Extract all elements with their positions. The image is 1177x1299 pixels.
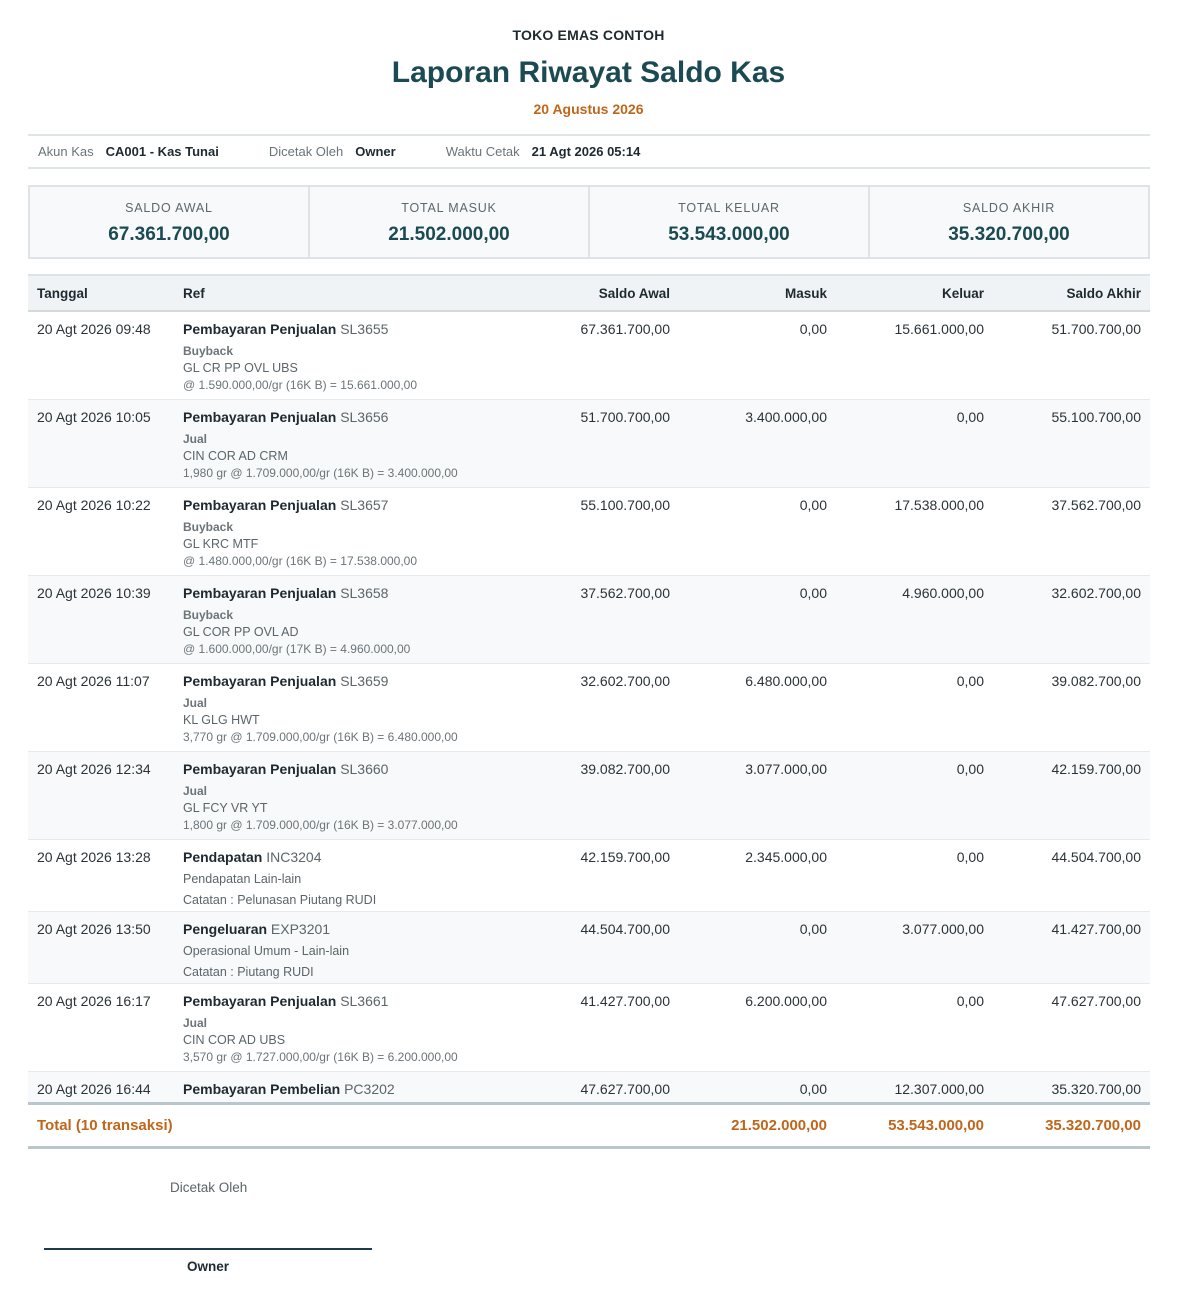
ref-code: SL3661 <box>340 992 389 1009</box>
cell-ref <box>174 575 514 663</box>
ref-kind: Jual <box>183 1015 208 1030</box>
table-header-row <box>28 275 1150 311</box>
cell-ref <box>174 983 514 1071</box>
table-row <box>28 311 1150 399</box>
ref-code: SL3659 <box>340 672 389 689</box>
cell-in: 2.345.000,00 <box>745 848 827 865</box>
meta-printed-by <box>269 144 396 159</box>
summary-value: 35.320.700,00 <box>948 224 1070 245</box>
cell-closing: 44.504.700,00 <box>1051 848 1141 865</box>
cell-closing: 51.700.700,00 <box>1051 321 1141 337</box>
cell-opening: 42.159.700,00 <box>580 848 670 865</box>
ref-type: Pembayaran Pembelian <box>183 1080 341 1097</box>
table-row <box>28 575 1150 663</box>
meta-account-value: CA001 - Kas Tunai <box>105 144 219 159</box>
report-title: Laporan Riwayat Saldo Kas <box>391 56 786 89</box>
cell-ref <box>174 1071 514 1103</box>
ref-type: Pembayaran Penjualan <box>183 672 337 689</box>
summary-cards <box>28 185 1150 259</box>
ref-kind: Buyback <box>183 607 234 622</box>
table-row <box>28 839 1150 911</box>
cell-opening: 67.361.700,00 <box>580 321 670 337</box>
ref-code: SL3655 <box>340 321 389 337</box>
cell-opening: 41.427.700,00 <box>580 992 670 1009</box>
meta-print-time-label: Waktu Cetak <box>445 144 520 159</box>
ref-item: GL KRC MTF <box>183 536 259 551</box>
cell-opening: 39.082.700,00 <box>580 760 670 777</box>
ref-code: INC3204 <box>266 848 322 865</box>
ref-type: Pembayaran Penjualan <box>183 992 337 1009</box>
cell-out: 0,00 <box>956 672 984 689</box>
cell-in: 3.077.000,00 <box>745 760 827 777</box>
cell-opening: 32.602.700,00 <box>580 672 670 689</box>
ref-kind: Buyback <box>183 519 234 534</box>
cell-opening: 44.504.700,00 <box>580 920 670 937</box>
ref-calc: @ 1.480.000,00/gr (16K B) = 17.538.000,00 <box>183 553 418 568</box>
ref-code: PC3202 <box>344 1080 395 1097</box>
cell-in: 0,00 <box>799 496 827 513</box>
ref-kind: Buyback <box>183 344 234 358</box>
ref-type: Pembayaran Penjualan <box>183 408 337 425</box>
cell-closing: 39.082.700,00 <box>1051 672 1141 689</box>
cell-ref <box>174 663 514 751</box>
cell-ref <box>174 311 514 399</box>
signature-label: Dicetak Oleh <box>170 1180 248 1195</box>
total-label: Total (10 transaksi) <box>28 1103 679 1147</box>
ref-note: Catatan : Pelunasan Piutang RUDI <box>183 892 377 907</box>
cell-closing: 55.100.700,00 <box>1051 408 1141 425</box>
report-date: 20 Agustus 2026 <box>533 101 644 117</box>
total-closing: 35.320.700,00 <box>993 1103 1150 1147</box>
table-row <box>28 399 1150 487</box>
cell-date: 20 Agt 2026 12:34 <box>37 760 151 777</box>
meta-account <box>38 144 219 159</box>
transaction-table <box>28 274 1150 1149</box>
cell-out: 0,00 <box>956 408 984 425</box>
cell-date: 20 Agt 2026 13:28 <box>37 848 151 865</box>
ref-type: Pendapatan <box>183 848 263 865</box>
meta-account-label: Akun Kas <box>38 144 94 159</box>
cell-opening: 51.700.700,00 <box>580 408 670 425</box>
cell-ref <box>174 399 514 487</box>
cell-date: 20 Agt 2026 10:05 <box>37 408 151 425</box>
summary-label: TOTAL MASUK <box>401 201 497 215</box>
summary-card-opening <box>30 187 310 257</box>
cell-date: 20 Agt 2026 16:17 <box>37 992 151 1009</box>
ref-code: SL3656 <box>340 408 389 425</box>
cell-in: 0,00 <box>799 920 827 937</box>
ref-item: CIN COR AD CRM <box>183 448 288 463</box>
cell-out: 3.077.000,00 <box>902 920 984 937</box>
ref-category: Operasional Umum - Lain-lain <box>183 943 350 958</box>
table-row <box>28 663 1150 751</box>
store-name: TOKO EMAS CONTOH <box>512 27 665 43</box>
cell-out: 0,00 <box>956 760 984 777</box>
table-row <box>28 487 1150 575</box>
ref-code: SL3660 <box>340 760 389 777</box>
table-row <box>28 983 1150 1071</box>
cell-in: 3.400.000,00 <box>745 408 827 425</box>
total-out: 53.543.000,00 <box>836 1103 993 1147</box>
report-meta-bar <box>28 134 1150 169</box>
ref-item: CIN COR AD UBS <box>183 1032 286 1047</box>
meta-printed-by-label: Dicetak Oleh <box>268 144 344 159</box>
ref-calc: @ 1.590.000,00/gr (16K B) = 15.661.000,00 <box>183 378 418 392</box>
ref-calc: @ 1.600.000,00/gr (17K B) = 4.960.000,00 <box>183 641 411 656</box>
summary-value: 53.543.000,00 <box>668 224 790 245</box>
cell-closing: 35.320.700,00 <box>1051 1080 1141 1097</box>
column-header-opening: Saldo Awal <box>514 275 679 311</box>
cell-closing: 41.427.700,00 <box>1051 920 1141 937</box>
ref-type: Pengeluaran <box>183 920 268 937</box>
summary-card-out <box>590 187 870 257</box>
ref-code: EXP3201 <box>270 920 331 937</box>
ref-item: GL COR PP OVL AD <box>183 624 299 639</box>
ref-note: Catatan : Piutang RUDI <box>183 964 314 979</box>
signature-line <box>44 1248 372 1250</box>
cell-ref <box>174 751 514 839</box>
ref-code: SL3658 <box>340 584 389 601</box>
table-row <box>28 1071 1150 1103</box>
summary-value: 21.502.000,00 <box>388 224 510 245</box>
ref-kind: Jual <box>183 783 208 798</box>
ref-item: KL GLG HWT <box>183 712 260 727</box>
ref-item: GL FCY VR YT <box>183 800 268 815</box>
cell-date: 20 Agt 2026 10:39 <box>37 584 151 601</box>
ref-kind: Jual <box>183 431 208 446</box>
cell-date: 20 Agt 2026 09:48 <box>37 321 151 337</box>
cell-date: 20 Agt 2026 13:50 <box>37 920 151 937</box>
cell-date: 20 Agt 2026 16:44 <box>37 1080 151 1097</box>
total-row <box>28 1103 1150 1147</box>
summary-label: SALDO AKHIR <box>962 201 1056 215</box>
ref-calc: 1,800 gr @ 1.709.000,00/gr (16K B) = 3.077.000,00 <box>183 817 458 832</box>
meta-print-time-value: 21 Agt 2026 05:14 <box>531 144 641 159</box>
cell-ref <box>174 911 514 983</box>
cell-closing: 37.562.700,00 <box>1051 496 1141 513</box>
table-row <box>28 911 1150 983</box>
cell-in: 0,00 <box>799 321 827 337</box>
cell-closing: 42.159.700,00 <box>1051 760 1141 777</box>
column-header-in: Masuk <box>679 275 836 311</box>
ref-type: Pembayaran Penjualan <box>183 496 337 513</box>
ref-type: Pembayaran Penjualan <box>183 321 337 337</box>
cell-opening: 55.100.700,00 <box>580 496 670 513</box>
summary-card-closing <box>870 187 1148 257</box>
cell-in: 6.200.000,00 <box>745 992 827 1009</box>
cell-out: 15.661.000,00 <box>894 321 984 337</box>
total-in: 21.502.000,00 <box>679 1103 836 1147</box>
ref-calc: 1,980 gr @ 1.709.000,00/gr (16K B) = 3.400.000,00 <box>183 465 458 480</box>
column-header-closing: Saldo Akhir <box>993 275 1150 311</box>
cell-in: 0,00 <box>799 1080 827 1097</box>
summary-label: SALDO AWAL <box>125 201 213 215</box>
cell-date: 20 Agt 2026 10:22 <box>37 496 151 513</box>
cell-out: 0,00 <box>956 992 984 1009</box>
table-row <box>28 751 1150 839</box>
column-header-out: Keluar <box>836 275 993 311</box>
cell-in: 6.480.000,00 <box>745 672 827 689</box>
cell-date: 20 Agt 2026 11:07 <box>37 672 150 689</box>
cell-out: 0,00 <box>956 848 984 865</box>
cell-ref <box>174 839 514 911</box>
ref-calc: 3,570 gr @ 1.727.000,00/gr (16K B) = 6.200.000,00 <box>183 1049 458 1064</box>
ref-type: Pembayaran Penjualan <box>183 760 337 777</box>
ref-kind: Jual <box>183 695 208 710</box>
column-header-ref: Ref <box>174 275 514 311</box>
summary-label: TOTAL KELUAR <box>678 201 780 215</box>
cell-out: 12.307.000,00 <box>894 1080 984 1097</box>
cell-out: 17.538.000,00 <box>894 496 984 513</box>
cell-closing: 47.627.700,00 <box>1051 992 1141 1009</box>
cell-ref <box>174 487 514 575</box>
cell-opening: 47.627.700,00 <box>580 1080 670 1097</box>
cell-opening: 37.562.700,00 <box>580 584 670 601</box>
meta-printed-by-value: Owner <box>355 144 396 159</box>
cell-closing: 32.602.700,00 <box>1051 584 1141 601</box>
ref-type: Pembayaran Penjualan <box>183 584 337 601</box>
meta-print-time <box>446 144 641 159</box>
ref-category: Pendapatan Lain-lain <box>183 871 302 886</box>
ref-calc: 3,770 gr @ 1.709.000,00/gr (16K B) = 6.480.000,00 <box>183 729 458 744</box>
signature-name: Owner <box>186 1259 229 1274</box>
cell-in: 0,00 <box>799 584 827 601</box>
summary-value: 67.361.700,00 <box>108 224 230 245</box>
ref-code: SL3657 <box>340 496 389 513</box>
column-header-date: Tanggal <box>28 275 174 311</box>
cell-out: 4.960.000,00 <box>902 584 984 601</box>
ref-item: GL CR PP OVL UBS <box>183 361 298 375</box>
summary-card-in <box>310 187 590 257</box>
